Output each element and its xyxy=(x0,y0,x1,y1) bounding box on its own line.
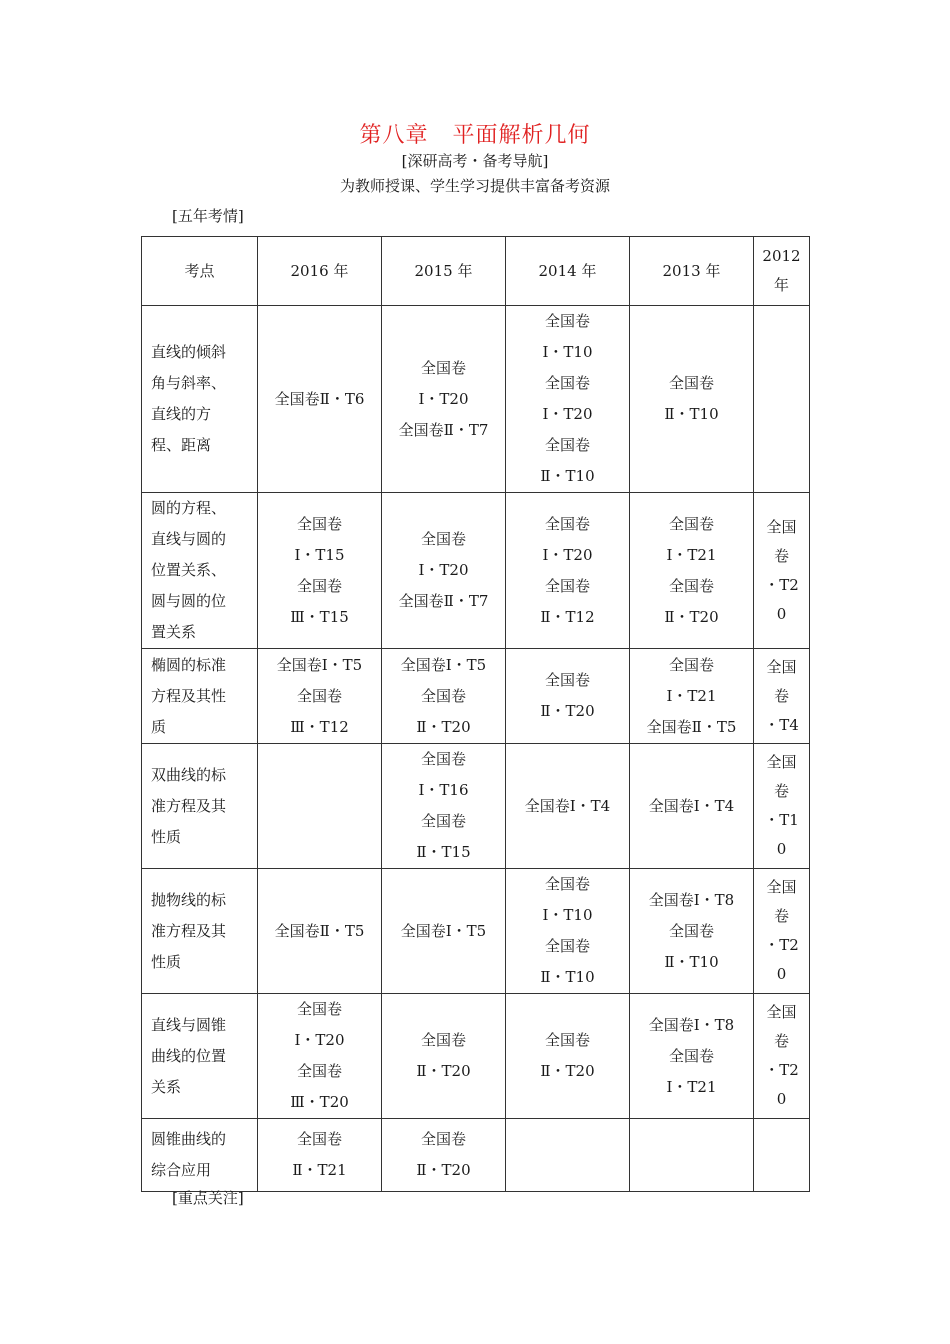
table-cell: 全国 卷 ・T1 0 xyxy=(754,744,810,869)
table-row xyxy=(142,493,810,649)
table-cell xyxy=(258,744,382,869)
table-cell: 全国卷Ⅰ・T8 全国卷 Ⅱ・T10 xyxy=(630,869,754,994)
table-row xyxy=(142,649,810,744)
chapter-heading xyxy=(0,118,950,149)
table-cell: 全国卷Ⅰ・T5 全国卷 Ⅲ・T12 xyxy=(258,649,382,744)
table-cell: 全国卷Ⅰ・T4 xyxy=(506,744,630,869)
table-cell: 全国卷 Ⅰ・T20 全国卷 Ⅲ・T20 xyxy=(258,994,382,1119)
topic-cell: 圆锥曲线的 综合应用 xyxy=(142,1119,258,1192)
table-cell: 全国卷 Ⅱ・T20 xyxy=(382,994,506,1119)
table-cell: 全国卷 Ⅰ・T21 全国卷 Ⅱ・T20 xyxy=(630,493,754,649)
table-cell: 全国卷Ⅰ・T4 xyxy=(630,744,754,869)
topic-cell: 抛物线的标 准方程及其 性质 xyxy=(142,869,258,994)
table-cell: 全国卷 Ⅰ・T10 全国卷 Ⅰ・T20 全国卷 Ⅱ・T10 xyxy=(506,306,630,493)
table-cell: 全国卷Ⅰ・T5 全国卷 Ⅱ・T20 xyxy=(382,649,506,744)
table-cell: 全国 卷 ・T2 0 xyxy=(754,869,810,994)
table-cell: 全国卷 Ⅰ・T16 全国卷 Ⅱ・T15 xyxy=(382,744,506,869)
table-cell: 全国卷 Ⅰ・T20 全国卷 Ⅱ・T12 xyxy=(506,493,630,649)
table-row xyxy=(142,994,810,1119)
header-row xyxy=(142,237,810,306)
exam-table xyxy=(141,236,810,1192)
table-cell: 全国卷Ⅱ・T5 xyxy=(258,869,382,994)
chapter-label: 第八章 xyxy=(359,123,429,148)
table-cell: 全国卷Ⅰ・T8 全国卷 Ⅰ・T21 xyxy=(630,994,754,1119)
topic-cell: 直线与圆锥 曲线的位置 关系 xyxy=(142,994,258,1119)
table-cell: 全国卷 Ⅰ・T20 全国卷Ⅱ・T7 xyxy=(382,306,506,493)
table-cell xyxy=(754,306,810,493)
header-cell: 考点 xyxy=(142,237,258,306)
chapter-title: 平面解析几何 xyxy=(452,123,591,148)
table-cell: 全国卷 Ⅰ・T15 全国卷 Ⅲ・T15 xyxy=(258,493,382,649)
table-cell xyxy=(630,1119,754,1192)
table-cell: 全国卷 Ⅱ・T21 xyxy=(258,1119,382,1192)
header-cell: 2015 年 xyxy=(382,237,506,306)
header-cell: 2016 年 xyxy=(258,237,382,306)
table-cell: 全国 卷 ・T4 xyxy=(754,649,810,744)
table-row xyxy=(142,306,810,493)
table-cell: 全国 卷 ・T2 0 xyxy=(754,493,810,649)
topic-cell: 直线的倾斜 角与斜率、 直线的方 程、距离 xyxy=(142,306,258,493)
tagline: 为教师授课、学生学习提供丰富备考资源 xyxy=(339,177,610,195)
table-cell: 全国卷Ⅱ・T6 xyxy=(258,306,382,493)
header-cell: 2012 年 xyxy=(754,237,810,306)
table-cell xyxy=(506,1119,630,1192)
table-cell: 全国卷 Ⅰ・T10 全国卷 Ⅱ・T10 xyxy=(506,869,630,994)
table-cell: 全国卷 Ⅱ・T20 xyxy=(506,994,630,1119)
table-row xyxy=(142,869,810,994)
table-cell: 全国卷 Ⅱ・T20 xyxy=(382,1119,506,1192)
section-five-years: [五年考情] xyxy=(172,207,244,225)
table-cell xyxy=(754,1119,810,1192)
topic-cell: 双曲线的标 准方程及其 性质 xyxy=(142,744,258,869)
header-cell: 2013 年 xyxy=(630,237,754,306)
topic-cell: 圆的方程、 直线与圆的 位置关系、 圆与圆的位 置关系 xyxy=(142,493,258,649)
table-cell: 全国卷Ⅰ・T5 xyxy=(382,869,506,994)
table-row xyxy=(142,744,810,869)
table-cell: 全国卷 Ⅰ・T20 全国卷Ⅱ・T7 xyxy=(382,493,506,649)
table-cell: 全国卷 Ⅱ・T20 xyxy=(506,649,630,744)
section-focus: [重点关注] xyxy=(172,1189,244,1207)
header-cell: 2014 年 xyxy=(506,237,630,306)
table-cell: 全国卷 Ⅱ・T10 xyxy=(630,306,754,493)
topic-cell: 椭圆的标准 方程及其性 质 xyxy=(142,649,258,744)
table-cell: 全国卷 Ⅰ・T21 全国卷Ⅱ・T5 xyxy=(630,649,754,744)
table-cell: 全国 卷 ・T2 0 xyxy=(754,994,810,1119)
table-row xyxy=(142,1119,810,1192)
subtitle: [深研高考・备考导航] xyxy=(401,152,549,170)
